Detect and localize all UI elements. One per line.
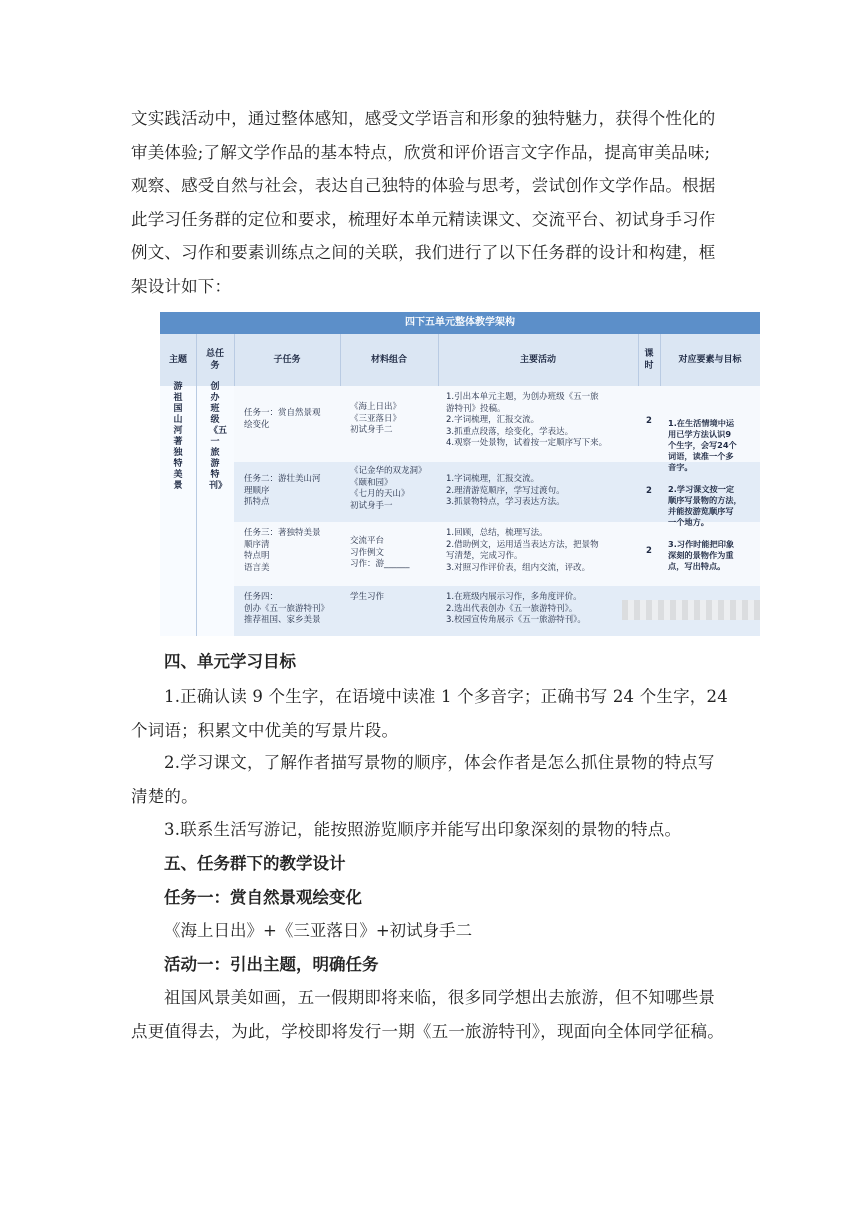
- goal-1-line: 个词语；积累文中优美的写景片段。: [131, 720, 399, 740]
- subtask-cell: 任务二：游壮美山河 理顺序 抓特点: [244, 474, 321, 507]
- materials-cell: 学生习作: [350, 592, 385, 602]
- header-subtask: 子任务: [273, 355, 301, 365]
- section4-title: 四、单元学习目标: [164, 652, 296, 671]
- final-line: 点更值得去，为此，学校即将发行一期《五一旅游特刊》，现面向全体同学征稿。: [131, 1021, 724, 1041]
- intro-line: 例文、习作和要素训练点之间的关联，我们进行了以下任务群的设计和构建，框: [131, 243, 716, 262]
- goal-2-line: 清楚的。: [131, 786, 198, 806]
- materials-cell: 交流平台 习作例文 习作：游______: [350, 536, 410, 569]
- header-theme: 主题: [168, 355, 187, 365]
- materials-cell: 《记金华的双龙洞》 《颐和园》 《七月的天山》 初试身手一: [350, 466, 427, 511]
- materials-cell: 《海上日出》 《三亚落日》 初试身手二: [350, 402, 402, 435]
- activities-cell: 1.引出本单元主题，为创办班级《五一旅 游特刊》投稿。 2.字词梳理，汇报交流。 3.抓重点段落，绘变化，学表达。 4.观察一处景物，试着按一定顺序写下来。: [446, 392, 608, 448]
- final-paragraph: [131, 981, 731, 1048]
- goals-cell: 1.在生活情境中运 用已学方法认识9 个生字，会写24个 词语，读准一个多 音字。 2.学习课文按一定 顺序写景物的方法， 并能按游览顺序写 一个地方。 3.习作时能把印象 深刻的景物作为重 点，写出特点。: [668, 418, 742, 571]
- intro-line: 观察、感受自然与社会，表达自己独特的体验与思考，尝试创作文学作品。根据: [131, 176, 716, 195]
- subtask-cell: 任务四： 创办《五一旅游特刊》 推荐祖国、家乡美景: [244, 592, 330, 625]
- section5-title: 五、任务群下的教学设计: [164, 854, 346, 873]
- blurred-watermark: [622, 600, 760, 620]
- subtask-cell: 任务一：赏自然景观 绘变化: [244, 408, 321, 430]
- activities-cell: 1.回顾，总结，梳理写法。 2.借助例文，运用适当表达方法，把景物 写清楚，完成习作。 3.对照习作评价表，组内交流，评改。: [446, 528, 599, 573]
- hours-cell: 2: [646, 416, 652, 426]
- total-task-cell: 创办班级《五一旅游特刊》: [209, 382, 228, 491]
- intro-line: 文实践活动中，通过整体感知，感受文学语言和形象的独特魅力，获得个性化的: [131, 109, 716, 128]
- intro-paragraph: [131, 102, 731, 303]
- intro-line: 审美体验;了解文学作品的基本特点，欣赏和评价语言文字作品，提高审美品味;: [131, 142, 711, 162]
- subtask-cell: 任务三：著独特美景 顺序清 特点明 语言美: [244, 528, 321, 573]
- hours-cell: 2: [646, 486, 652, 496]
- goal-1-line: 1.正确认读 9 个生字，在语境中读准 1 个多音字；正确书写 24 个生字，24: [164, 687, 728, 706]
- activities-cell: 1.在班级内展示习作，多角度评价。 2.选出代表创办《五一旅游特刊》。 3.校园宣传角展示《五一旅游特刊》。: [446, 592, 586, 625]
- activity1-title: 活动一：引出主题，明确任务: [164, 955, 379, 974]
- hours-cell: 2: [646, 546, 652, 556]
- header-goals: 对应要素与目标: [678, 355, 742, 365]
- theme-cell: 游祖国山河 著独特美景: [173, 382, 183, 491]
- task1-materials: 《海上日出》+《三亚落日》+初试身手二: [164, 921, 473, 940]
- task1-title: 任务一：赏自然景观绘变化: [164, 888, 362, 907]
- intro-line: 此学习任务群的定位和要求，梳理好本单元精读课文、交流平台、初试身手习作: [131, 209, 716, 229]
- goal-1: [131, 680, 731, 747]
- header-activities: 主要活动: [519, 355, 556, 365]
- header-materials: 材料组合: [370, 355, 407, 365]
- activities-cell: 1.字词梳理，汇报交流。 2.理清游览顺序，学写过渡句。 3.抓景物特点，学习表达方法。: [446, 474, 565, 507]
- unit-framework-table: [160, 312, 760, 636]
- table-header-row: [160, 334, 760, 386]
- intro-line: 架设计如下：: [131, 276, 232, 296]
- header-total-task: 总任 务: [205, 349, 224, 371]
- table-caption: 四下五单元整体教学架构: [160, 312, 760, 334]
- header-hours: 课 时: [644, 349, 654, 371]
- final-line: 祖国风景美如画，五一假期即将来临，很多同学想出去旅游，但不知哪些景: [164, 988, 716, 1007]
- goal-2: [131, 746, 731, 813]
- goal-2-line: 2.学习课文，了解作者描写景物的顺序，体会作者是怎么抓住景物的特点写: [164, 753, 715, 772]
- goal-3: 3.联系生活写游记，能按照游览顺序并能写出印象深刻的景物的特点。: [164, 820, 682, 839]
